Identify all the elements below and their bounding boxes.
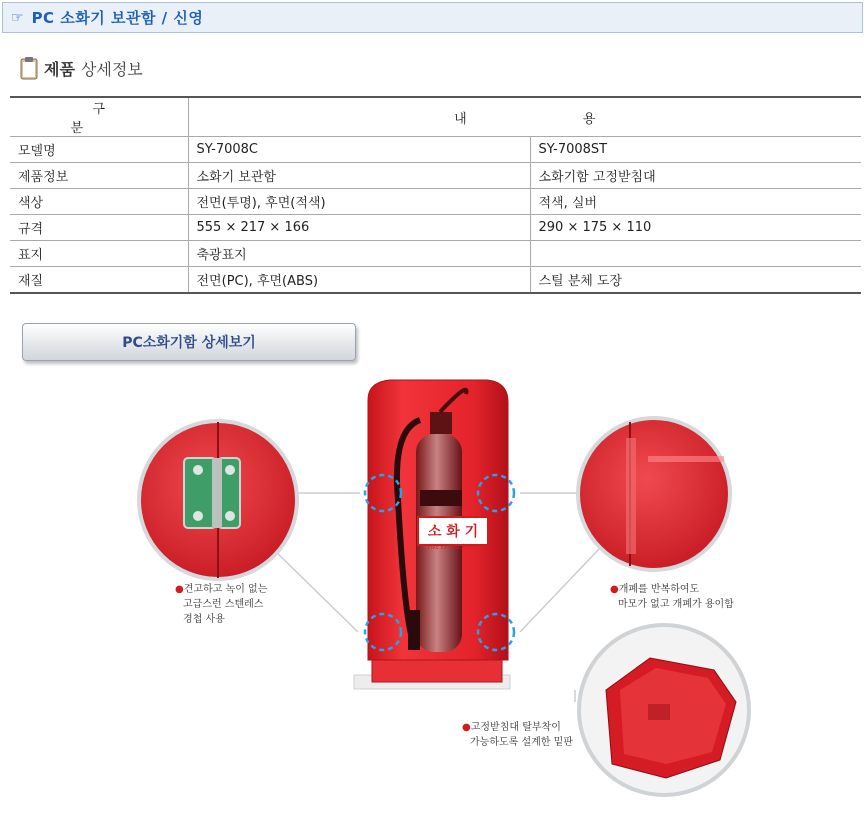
cell-b: SY-7008ST (530, 137, 861, 163)
product-detail-button[interactable]: PC소화기함 상세보기 (22, 323, 356, 361)
row-label: 표지 (10, 241, 188, 267)
column-header-content: 내 용 (188, 97, 861, 137)
table-row (10, 189, 861, 215)
hinge-note (175, 582, 267, 627)
cell-a: 전면(투명), 후면(적색) (188, 189, 530, 215)
note-line: 고정받침대 탈부착이 (470, 722, 561, 733)
table-row (10, 267, 861, 294)
table-row (10, 215, 861, 241)
page-title-bar (2, 2, 863, 33)
base-note (462, 720, 573, 750)
pointing-hand-icon: ☞ (11, 9, 24, 26)
row-label: 모델명 (10, 137, 188, 163)
row-label: 색상 (10, 189, 188, 215)
base-detail-circle (579, 625, 749, 795)
note-line: 마모가 없고 개폐가 용이함 (618, 599, 734, 610)
note-line: 경첩 사용 (183, 614, 225, 625)
section-title-rest: 상세정보 (80, 59, 143, 79)
extinguisher-sign-sub: FIRE EXTINGUISHER (428, 545, 478, 551)
note-line: 견고하고 녹이 없는 (183, 584, 268, 595)
table-row (10, 241, 861, 267)
note-line: 개폐를 반복하여도 (618, 584, 700, 595)
cell-a: 축광표지 (188, 241, 530, 267)
clipboard-icon (20, 56, 38, 80)
cell-a: 555 × 217 × 166 (188, 215, 530, 241)
cell-b: 290 × 175 × 110 (530, 215, 861, 241)
extinguisher-sign-text: 소 화 기 (427, 524, 479, 540)
cell-b (530, 241, 861, 267)
table-header-row (10, 97, 861, 137)
hinge-detail-circle (139, 421, 297, 579)
note-line: 고급스런 스텐레스 (183, 599, 264, 610)
cell-a: 전면(PC), 후면(ABS) (188, 267, 530, 294)
latch-detail-circle (578, 418, 730, 570)
latch-note (610, 582, 734, 612)
section-title-bold: 제품 (44, 59, 75, 79)
product-illustration (0, 360, 867, 827)
cell-a: 소화기 보관함 (188, 163, 530, 189)
bullet-dot: ● (175, 584, 184, 595)
cell-b: 적색, 실버 (530, 189, 861, 215)
row-label: 제품정보 (10, 163, 188, 189)
note-line: 가능하도록 설계한 밑판 (470, 737, 573, 748)
page-title: PC 소화기 보관함 / 신영 (31, 9, 204, 27)
cell-b: 스틸 분체 도장 (530, 267, 861, 294)
table-row (10, 163, 861, 189)
section-heading (20, 56, 143, 80)
cell-b: 소화기함 고정받침대 (530, 163, 861, 189)
row-label: 재질 (10, 267, 188, 294)
row-label: 규격 (10, 215, 188, 241)
column-header-label: 구 분 (10, 97, 188, 137)
bullet-dot: ● (610, 584, 619, 595)
spec-table (10, 96, 861, 294)
table-row (10, 137, 861, 163)
cabinet-diagram (0, 360, 867, 827)
cell-a: SY-7008C (188, 137, 530, 163)
bullet-dot: ● (462, 722, 471, 733)
